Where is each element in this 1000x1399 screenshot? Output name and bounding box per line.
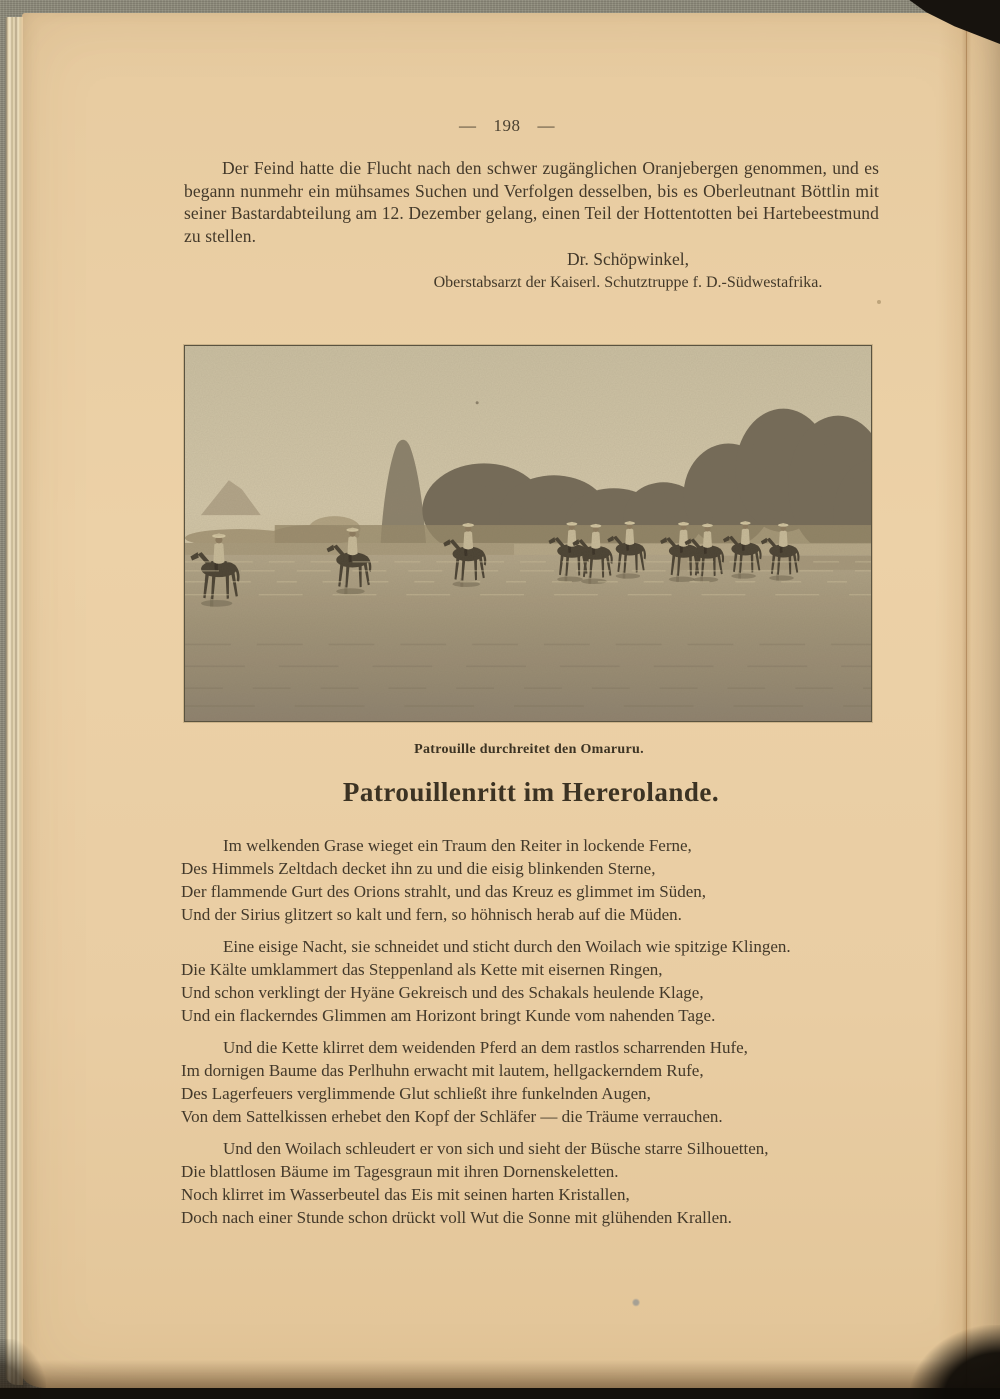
page-number-header [459,116,555,136]
poem-body [181,834,891,1238]
poem-stanza-2 [181,935,891,1027]
photo-caption: Patrouille durchreitet den Omaruru. [414,742,644,757]
poem-line: Und ein flackerndes Glimmen am Horizont bringt Kunde vom nahenden Tage. [181,1006,716,1025]
photo-grain [185,346,871,721]
page-gutter-shadow [938,13,1000,1388]
book-bottom-shadow [0,1360,1000,1388]
poem-line: Der flammende Gurt des Orions strahlt, und das Kreuz es glimmet im Süden, [181,882,706,901]
patrol-photograph-illustration [185,346,871,721]
poem-stanza-4 [181,1137,891,1229]
poem-line: Des Himmels Zeltdach decket ihn zu und die eisig blinkenden Sterne, [181,859,656,878]
poem-line: Des Lagerfeuers verglimmende Glut schließt ihre funkelnden Augen, [181,1084,651,1103]
page-corner-shadow-bottom-left [0,1339,46,1399]
poem-stanza-3 [181,1036,891,1128]
page-number: 198 [493,116,521,135]
page-number-dash-left: — [459,116,477,135]
ink-speck [632,1298,640,1307]
page-number-dash-right: — [537,116,555,135]
poem-line: Und der Sirius glitzert so kalt und fern, so höhnisch herab auf die Müden. [181,905,682,924]
poem-line: Doch nach einer Stunde schon drückt voll Wut die Sonne mit glühenden Krallen. [181,1208,732,1227]
poem-line: Die blattlosen Bäume im Tagesgraun mit ihren Dornenskeletten. [181,1162,619,1181]
poem-title: Patrouillenritt im Hererolande. [342,777,720,807]
poem-line: Und schon verklingt der Hyäne Gekreisch und des Schakals heulende Klage, [181,983,704,1002]
page-edge-stack [5,17,23,1385]
poem-stanza-1 [181,834,891,926]
poem-line: Und die Kette klirret dem weidenden Pferd an dem rastlos scharrenden Hufe, [223,1038,748,1057]
poem-line: Im dornigen Baume das Perlhuhn erwacht mit lautem, hellgackerndem Rufe, [181,1061,704,1080]
poem-line: Im welkenden Grase wieget ein Traum den Reiter in lockende Ferne, [223,836,692,855]
signature-title: Oberstabsarzt der Kaiserl. Schutztruppe f. D.-Südwestafrika. [433,274,823,291]
poem-line: Noch klirret im Wasserbeutel das Eis mit seinen harten Kristallen, [181,1185,630,1204]
page-blemish [877,300,881,304]
poem-line: Eine eisige Nacht, sie schneidet und sticht durch den Woilach wie spitzige Klingen. [223,937,791,956]
poem-line: Von dem Sattelkissen erhebet den Kopf der Schläfer — die Träume verrauchen. [181,1107,723,1126]
signature-name: Dr. Schöpwinkel, [566,249,690,269]
patrol-photograph [184,345,872,722]
poem-line: Die Kälte umklammert das Steppenland als Kette mit eisernen Ringen, [181,960,663,979]
body-paragraph: Der Feind hatte die Flucht nach den schwer zugänglichen Oranjebergen genommen, und es begann nunmehr ein mühsames Suchen und Verfolgen desselben, bis es Oberleutnant Böttlin mit seiner Bastardabteilung am 12. Dezember gelang, einen Teil der Hottentotten bei Hartebeestmund zu stellen. [184,158,879,246]
book-cover-bottom-edge [0,1388,1000,1399]
poem-line: Und den Woilach schleudert er von sich und sieht der Büsche starre Silhouetten, [223,1139,769,1158]
book-cover-corner-bottom-right [910,1325,1000,1399]
